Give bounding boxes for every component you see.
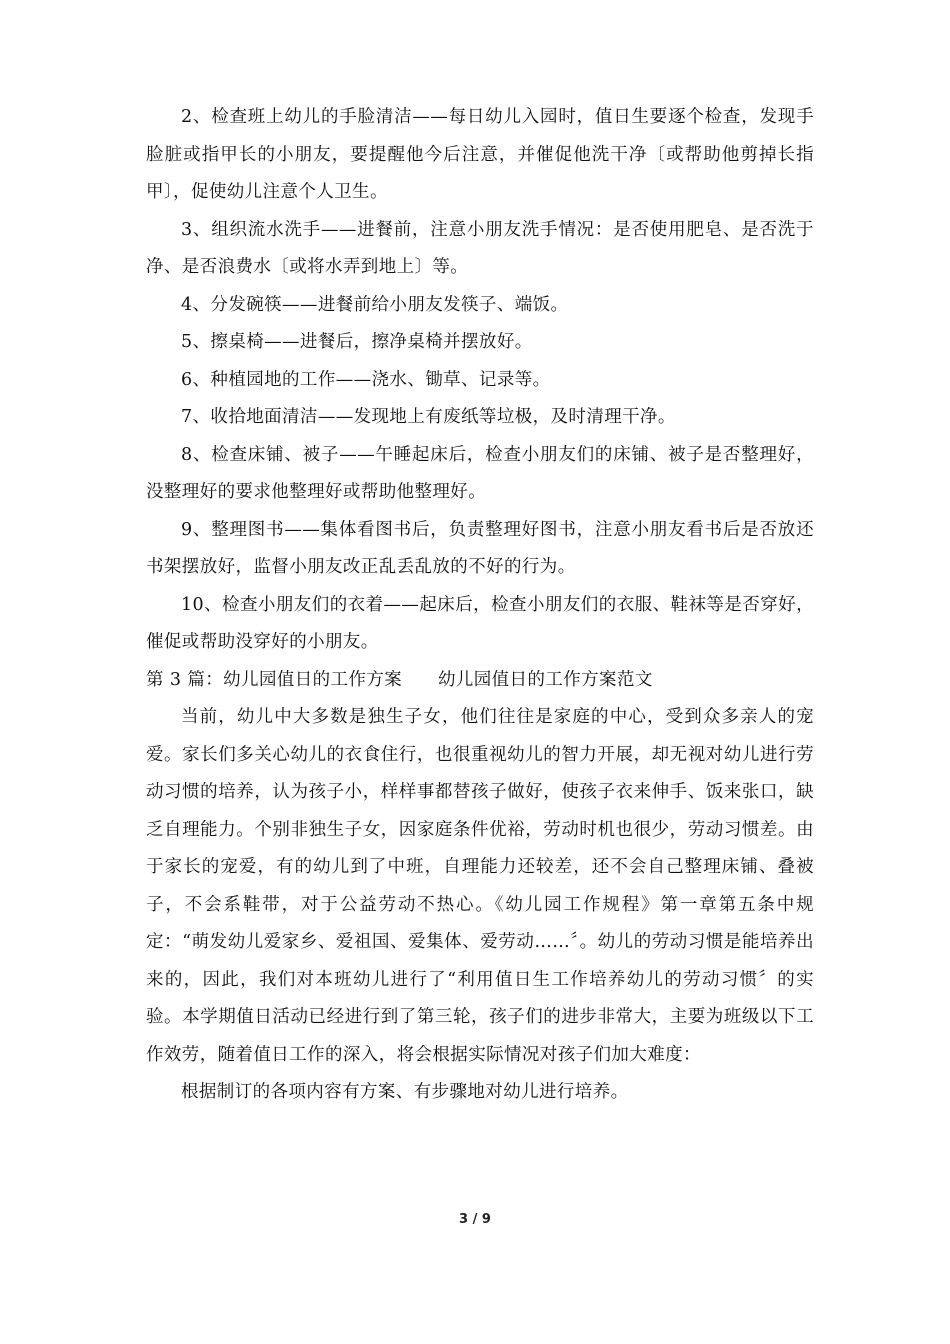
page-number: 3 / 9 <box>459 1212 491 1227</box>
duty-item-3: 3、组织流水洗手——进餐前，注意小朋友洗手情况：是否使用肥皂、是否洗于净、是否浪费水〔或将水弄到地上〕等。 <box>146 219 814 277</box>
duty-item-7: 7、收拾地面清洁——发现地上有废纸等垃极，及时清理干净。 <box>181 407 676 427</box>
duty-item-4: 4、分发碗筷——进餐前给小朋友发筷子、端饭。 <box>181 294 569 315</box>
body-paragraph: 当前，幼儿中大多数是独生子女，他们往往是家庭的中心，受到众多亲人的宠爱。家长们多关心幼儿的衣食住行，也很重视幼儿的智力开展，却无视对幼儿进行劳动习惯的培养，认为孩子小，样样事都替孩子做好，使孩子衣来伸手、饭来张口，缺乏自理能力。个别非独生子女，因家庭条件优裕，劳动时机也很少，劳动习惯差。由于家长的宠爱，有的幼儿到了中班，自理能力还较差，还不会自己整理床铺、叠被子，不会系鞋带，对于公益劳动不热心。《幼儿园工作规程》第一章第五条中规定：“萌发幼儿爱家乡、爱祖国、爱集体、爱劳动……〞。幼儿的劳动习惯是能培养出来的，因此，我们对本班幼儿进行了“利用值日生工作培养幼儿的劳动习惯〞的实验。本学期值日活动已经进行到了第三轮，孩子们的进步非常大，主要为班级以下工作效劳，随着值日工作的深入，将会根据实际情况对孩子们加大难度： <box>146 707 814 1065</box>
duty-item-2: 2、检查班上幼儿的手脸清洁——每日幼儿入园时，值日生要逐个检查，发现手脸脏或指甲长的小朋友，要提醒他今后注意，并催促他洗干净〔或帮助他剪掉长指甲〕，促使幼儿注意个人卫生。 <box>146 107 814 202</box>
duty-item-8: 8、检查床铺、被子——午睡起床后，检查小朋友们的床铺、被子是否整理好，没整理好的要求他整理好或帮助他整理好。 <box>146 444 814 502</box>
body-paragraph: 根据制订的各项内容有方案、有步骤地对幼儿进行培养。 <box>181 1082 629 1102</box>
section-heading: 第 3 篇：幼儿园值日的工作方案 幼儿园值日的工作方案范文 <box>146 669 653 690</box>
duty-item-6: 6、种植园地的工作——浇水、锄草、记录等。 <box>181 369 551 390</box>
duty-item-5: 5、擦桌椅——进餐后，擦净桌椅并摆放好。 <box>181 332 533 352</box>
document-body <box>146 99 814 1112</box>
duty-item-9: 9、整理图书——集体看图书后，负责整理好图书，注意小朋友看书后是否放还书架摆放好，监督小朋友改正乱丢乱放的不好的行为。 <box>146 519 814 577</box>
duty-item-10: 10、检查小朋友们的衣着——起床后，检查小朋友们的衣服、鞋袜等是否穿好，催促或帮助没穿好的小朋友。 <box>146 594 814 652</box>
